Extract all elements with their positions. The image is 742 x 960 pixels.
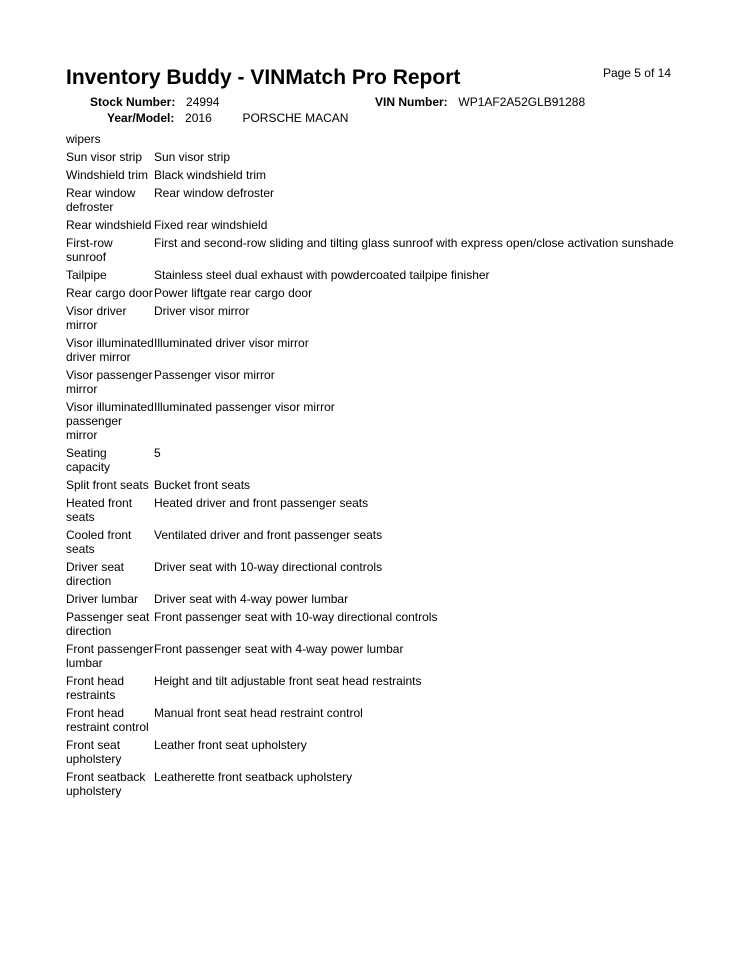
table-row [66,268,686,282]
table-row [66,706,686,734]
feature-label: Cooled front seats [66,528,132,556]
table-row [66,560,686,588]
feature-value: Driver seat with 4-way power lumbar [154,592,349,606]
table-row [66,674,686,702]
table-row [66,528,686,556]
table-row [66,368,686,396]
year-model-line [107,111,348,125]
feature-label: Driver seat direction [66,560,125,588]
table-row [66,642,686,670]
table-row [66,770,686,798]
table-row [66,132,686,146]
feature-label: Heated front seats [66,496,133,524]
feature-value: 5 [154,446,161,460]
feature-value: Illuminated passenger visor mirror [154,400,335,414]
feature-label: Windshield trim [66,168,149,182]
feature-label: Tailpipe [66,268,107,282]
table-row [66,446,686,474]
table-row [66,186,686,214]
feature-value: Manual front seat head restraint control [154,706,363,720]
feature-label: Sun visor strip [66,150,143,164]
feature-value: Ventilated driver and front passenger seats [154,528,383,542]
feature-label: Seating capacity [66,446,111,474]
feature-label: Front seatback upholstery [66,770,146,798]
model-value: PORSCHE MACAN [242,111,349,125]
feature-value: Leather front seat upholstery [154,738,307,752]
year-model-label: Year/Model: [107,111,175,125]
table-row [66,286,686,300]
feature-value: Front passenger seat with 4-way power lumbar [154,642,404,656]
year-value: 2016 [185,111,212,125]
feature-value: Bucket front seats [154,478,251,492]
vin-number-label: VIN Number: [375,95,448,109]
feature-label: Visor passenger mirror [66,368,153,396]
table-row [66,496,686,524]
feature-label: Front head restraints [66,674,125,702]
feature-value: Illuminated driver visor mirror [154,336,309,350]
table-row [66,478,686,492]
vin-number-line [375,95,585,109]
feature-value: Front passenger seat with 10-way directional controls [154,610,438,624]
feature-label: wipers [66,132,101,146]
feature-label: Passenger seat direction [66,610,150,638]
table-row [66,592,686,606]
table-row [66,738,686,766]
feature-value: Power liftgate rear cargo door [154,286,313,300]
feature-label: Visor driver mirror [66,304,127,332]
table-row [66,400,686,442]
vin-number-value: WP1AF2A52GLB91288 [458,95,586,109]
stock-number-label: Stock Number: [90,95,176,109]
feature-value: Rear window defroster [154,186,275,200]
feature-value: Stainless steel dual exhaust with powdercoated tailpipe finisher [154,268,490,282]
feature-label: Split front seats [66,478,149,492]
feature-label: Driver lumbar [66,592,139,606]
report-title: Inventory Buddy - VINMatch Pro Report [66,66,461,89]
feature-table [66,132,686,802]
table-row [66,236,686,264]
feature-value: First and second-row sliding and tilting glass sunroof with express open/close activation sunshade [154,236,674,250]
table-row [66,168,686,182]
feature-label: Visor illuminated driver mirror [66,336,154,364]
stock-number-value: 24994 [186,95,220,109]
feature-label: Rear windshield [66,218,152,232]
feature-value: Passenger visor mirror [154,368,275,382]
feature-label: Visor illuminated passenger mirror [66,400,154,442]
feature-value: Driver visor mirror [154,304,250,318]
feature-label: Front head restraint control [66,706,149,734]
feature-value: Sun visor strip [154,150,231,164]
feature-value: Leatherette front seatback upholstery [154,770,353,784]
feature-value: Height and tilt adjustable front seat head restraints [154,674,422,688]
table-row [66,336,686,364]
stock-number-line [90,95,219,109]
feature-label: First-row sunroof [66,236,113,264]
page-number: Page 5 of 14 [602,66,671,80]
feature-value: Black windshield trim [154,168,267,182]
feature-label: Front passenger lumbar [66,642,154,670]
feature-value: Driver seat with 10-way directional controls [154,560,383,574]
feature-value: Heated driver and front passenger seats [154,496,369,510]
table-row [66,218,686,232]
table-row [66,150,686,164]
table-row [66,610,686,638]
feature-label: Rear cargo door [66,286,153,300]
feature-label: Rear window defroster [66,186,136,214]
feature-value: Fixed rear windshield [154,218,268,232]
table-row [66,304,686,332]
feature-label: Front seat upholstery [66,738,122,766]
